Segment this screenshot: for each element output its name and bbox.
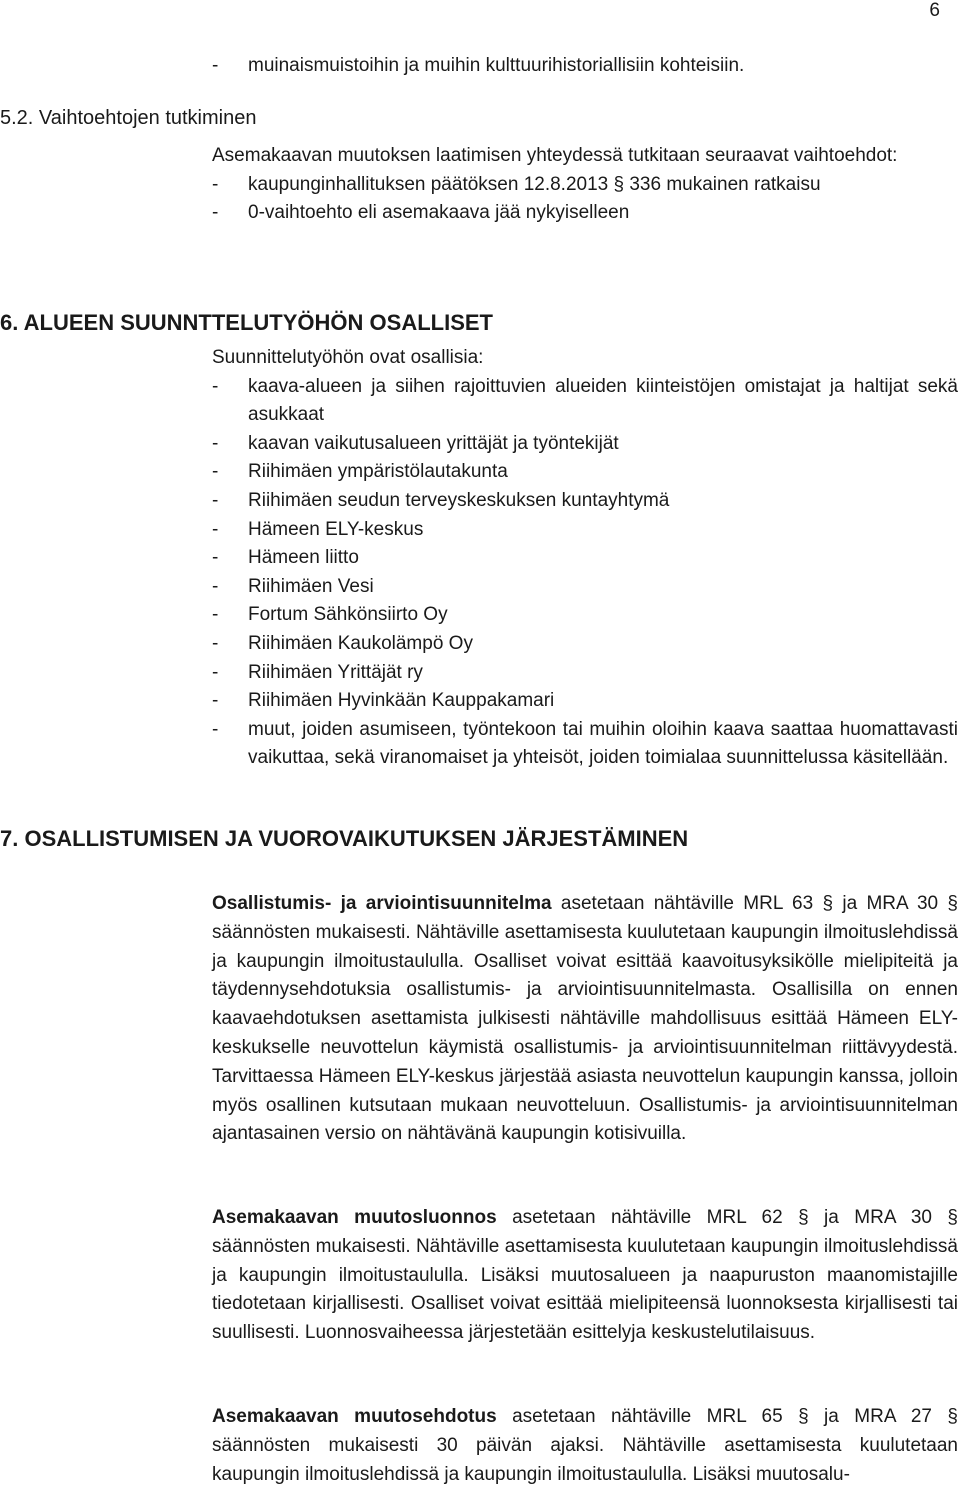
list-item-text: kaava-alueen ja siihen rajoittuvien alueiden kiinteistöjen omistajat ja haltijat sekä asukkaat bbox=[248, 375, 958, 426]
list-item-text: Hämeen liitto bbox=[248, 547, 359, 569]
list-dash: - bbox=[212, 518, 219, 540]
list-item-text: Riihimäen Hyvinkään Kauppakamari bbox=[248, 690, 555, 712]
section-7-paragraph-1 bbox=[212, 890, 958, 1149]
list-item-text: Fortum Sähkönsiirto Oy bbox=[248, 604, 448, 626]
list-item bbox=[212, 544, 958, 573]
alternatives-list bbox=[212, 171, 954, 228]
section-5-2-body bbox=[212, 142, 954, 228]
list-dash: - bbox=[212, 718, 219, 740]
page-number: 6 bbox=[929, 0, 940, 21]
list-dash: - bbox=[212, 489, 219, 511]
list-dash: - bbox=[212, 575, 219, 597]
section-6-intro: Suunnittelutyöhön ovat osallisia: bbox=[212, 347, 484, 368]
participants-list bbox=[212, 373, 958, 773]
list-item-text: Riihimäen Kaukolämpö Oy bbox=[248, 632, 473, 654]
list-item bbox=[212, 373, 958, 430]
list-item-text: Riihimäen ympäristölautakunta bbox=[248, 461, 508, 483]
list-item bbox=[212, 430, 958, 459]
list-item-text: muut, joiden asumiseen, työntekoon tai muihin oloihin kaava saattaa huomattavasti vaikuttaa, sekä viranomaiset ja yhteisöt, joiden toimialaa suunnittelussa käsitellään. bbox=[248, 718, 958, 769]
list-dash: - bbox=[212, 461, 219, 483]
list-item-text: Riihimäen Vesi bbox=[248, 575, 374, 597]
list-item bbox=[212, 487, 958, 516]
paragraph-text: asetetaan nähtäville MRL 63 § ja MRA 30 § säännösten mukaisesti. Nähtäville asettamisesta kuulutetaan kaupungin ilmoituslehdissä ja kaupungin ilmoitustaululla. Osalliset voivat esittää kaavoitusyksikölle mielipiteitä ja täydennysehdotuksia osallistumis- ja arviointisuunnitelmasta. Osallisilla on ennen kaavaehdotuksen asettamista julkisesti nähtäville mahdollisuus esittää Hämeen ELY-keskukselle neuvottelun käymistä osallistumis- ja arviointisuunnitelman riittävyydestä. Tarvittaessa Hämeen ELY-keskus järjestää asiasta neuvottelun kaupungin kanssa, jolloin myös osallinen kutsutaan mukaan neuvotteluun. Osallistumis- ja arviointisuunnitelman ajantasainen versio on nähtävänä kaupungin kotisivuilla. bbox=[212, 893, 958, 1145]
list-item bbox=[212, 716, 958, 773]
list-item-text: muinaismuistoihin ja muihin kulttuurihistoriallisiin kohteisiin. bbox=[248, 55, 745, 76]
section-7-heading: 7. OSALLISTUMISEN JA VUOROVAIKUTUKSEN JÄRJESTÄMINEN bbox=[0, 826, 689, 851]
section-7-paragraph-3 bbox=[212, 1403, 958, 1489]
list-item-text: kaupunginhallituksen päätöksen 12.8.2013 § 336 mukainen ratkaisu bbox=[248, 173, 821, 195]
list-item-text: Riihimäen Yrittäjät ry bbox=[248, 661, 423, 683]
list-dash: - bbox=[212, 375, 219, 397]
list-dash: - bbox=[212, 202, 219, 223]
list-item bbox=[212, 630, 958, 659]
list-dash: - bbox=[212, 55, 219, 76]
list-item bbox=[212, 52, 744, 80]
list-dash: - bbox=[212, 173, 219, 195]
section-6-body bbox=[212, 344, 958, 773]
list-dash: - bbox=[212, 547, 219, 569]
list-dash: - bbox=[212, 690, 219, 712]
paragraph-text: asetetaan nähtäville MRL 62 § ja MRA 30 § säännösten mukaisesti. Nähtäville asettamisesta kuulutetaan kaupungin ilmoituslehdissä ja kaupungin ilmoitustaululla. Lisäksi muutosalueen ja naapuruston maanomistajille tiedotetaan kirjallisesti. Osalliset voivat esittää mielipiteensä luonnoksesta kirjallisesti tai suullisesti. Luonnosvaiheessa järjestetään esittelyja keskustelutilaisuus. bbox=[212, 1207, 958, 1344]
section-5-2-heading: 5.2. Vaihtoehtojen tutkiminen bbox=[0, 107, 257, 129]
term-bold: Asemakaavan muutosluonnos bbox=[212, 1207, 497, 1228]
section-7-paragraph-2 bbox=[212, 1204, 958, 1348]
term-bold: Osallistumis- ja arviointisuunnitelma bbox=[212, 893, 552, 914]
list-item bbox=[212, 659, 958, 688]
list-item bbox=[212, 687, 958, 716]
list-item-text: kaavan vaikutusalueen yrittäjät ja työntekijät bbox=[248, 432, 619, 454]
list-item-text: Hämeen ELY-keskus bbox=[248, 518, 424, 540]
list-dash: - bbox=[212, 432, 219, 454]
paragraph-text: asetetaan nähtäville MRL 65 § ja MRA 27 § säännösten mukaisesti 30 päivän ajaksi. Nähtäville asettamisesta kuulutetaan kaupungin ilmoituslehdissä ja kaupungin ilmoitustaululla. Lisäksi muutosalu- bbox=[212, 1406, 958, 1485]
list-item bbox=[212, 171, 954, 200]
section-6-heading: 6. ALUEEN SUUNNTTELUTYÖHÖN OSALLISET bbox=[0, 310, 493, 335]
list-item-text: Riihimäen seudun terveyskeskuksen kuntayhtymä bbox=[248, 489, 670, 511]
list-item bbox=[212, 516, 958, 545]
list-dash: - bbox=[212, 632, 219, 654]
list-dash: - bbox=[212, 661, 219, 683]
list-item bbox=[212, 458, 958, 487]
list-item bbox=[212, 601, 958, 630]
list-item bbox=[212, 199, 954, 228]
list-item-text: 0-vaihtoehto eli asemakaava jää nykyiselleen bbox=[248, 202, 630, 223]
term-bold: Asemakaavan muutosehdotus bbox=[212, 1406, 497, 1427]
list-dash: - bbox=[212, 604, 219, 626]
section-5-2-intro: Asemakaavan muutoksen laatimisen yhteydessä tutkitaan seuraavat vaihtoehdot: bbox=[212, 145, 898, 166]
list-item bbox=[212, 573, 958, 602]
